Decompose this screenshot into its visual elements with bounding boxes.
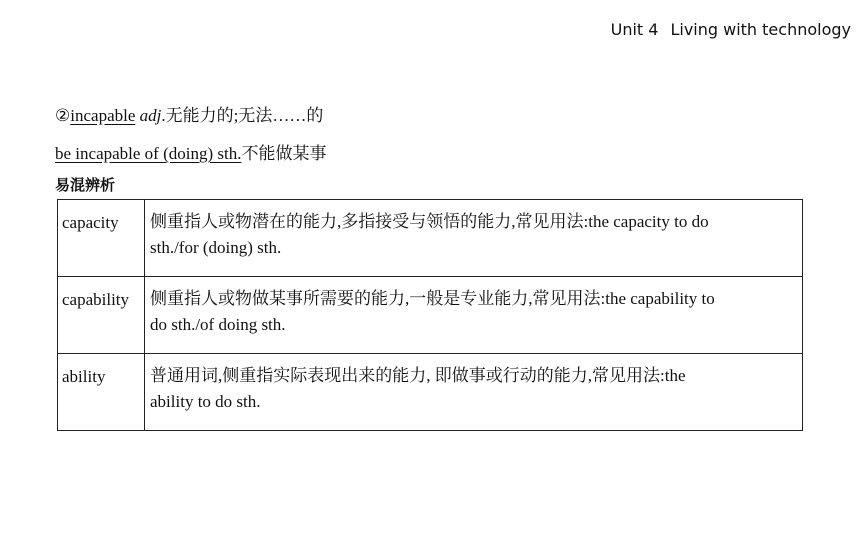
table-row [58,354,803,431]
description-cell [145,354,803,431]
description-cell [145,277,803,354]
description-line: ability to do sth. [150,392,261,411]
description-cell [145,200,803,277]
table-row [58,277,803,354]
unit-number: Unit 4 [610,20,659,39]
entry-line [55,101,323,126]
description-line: 侧重指人或物做某事所需要的能力,一般是专业能力,常见用法:the capability to [150,289,715,308]
entry-word: incapable [70,106,136,125]
term-cell: capability [58,277,145,354]
entry-pos: adj [139,106,162,125]
phrase: be incapable of (doing) sth. [55,144,242,163]
phrase-line [55,139,326,164]
entry-marker: ② [55,106,71,125]
comparison-table [57,199,803,431]
description-line: 侧重指人或物潜在的能力,多指接受与领悟的能力,常见用法:the capacity to do [150,212,709,231]
table-row [58,200,803,277]
unit-header [611,20,851,39]
entry-meaning: .无能力的;无法……的 [161,106,324,125]
description-line: sth./for (doing) sth. [150,238,282,257]
description-line: 普通用词,侧重指实际表现出来的能力, 即做事或行动的能力,常见用法:the [150,366,686,385]
description-line: do sth./of doing sth. [150,315,286,334]
section-title: 易混辨析 [55,176,116,194]
phrase-meaning: 不能做某事 [241,144,327,163]
term-cell: ability [58,354,145,431]
term-cell: capacity [58,200,145,277]
unit-title: Living with technology [670,20,851,39]
